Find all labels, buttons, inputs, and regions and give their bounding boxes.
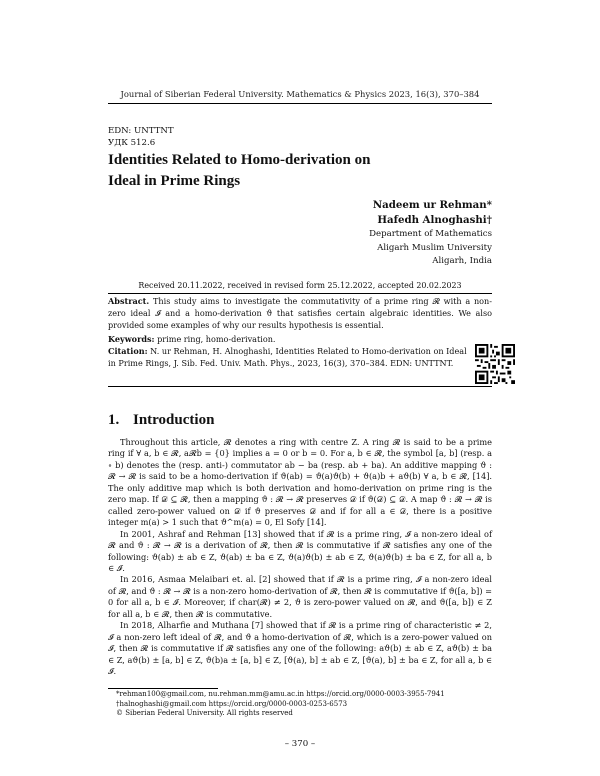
paragraph: In 2001, Ashraf and Rehman [13] showed that if 𝓡 is a prime ring, 𝓘 a non-zero ideal of 𝓡 and ϑ : 𝓡 → 𝓡 is a derivation of 𝓡, then 𝓡 is commutative if 𝓡 satisfies any one of the following: ϑ(ab) ± ab ∈ Z, ϑ(ab) ± ba ∈ Z, ϑ(a)ϑ(b) ± ab ∈ Z, ϑ(a)ϑ(b) ± ba ∈ Z, for all a, b ∈ 𝓘.: [108, 528, 492, 573]
qr-code-image: [475, 344, 515, 384]
footnotes: [108, 690, 492, 719]
abstract-text: This study aims to investigate the commutativity of a prime ring 𝓡 with a non-zero ideal 𝓘 and a homo-derivation ϑ that satisfies certain algebraic identities. We also provided some examples of why our results hypothesis is essential.: [108, 296, 493, 330]
citation-label: Citation:: [108, 346, 148, 356]
abstract: [108, 296, 492, 331]
header-rule: [108, 103, 492, 104]
received-dates: Received 20.11.2022, received in revised form 25.12.2022, accepted 20.02.2023: [138, 281, 462, 290]
abstract-label: Abstract.: [108, 296, 150, 306]
footnote: †halnoghashi@gmail.com https://orcid.org/0000-0003-0253-6573: [116, 699, 348, 708]
paragraph: In 2018, Alharfie and Muthana [7] showed that if 𝓡 is a prime ring of characteristic ≠ 2, 𝓘 a non-zero left ideal of 𝓡, and ϑ a homo-derivation of 𝓡, which is a zero-power valued on 𝓘, then 𝓡 is commutative if 𝓡 satisfies any one of the following: aϑ(b) ± ab ∈ Z, aϑ(b) ± ba ∈ Z, aϑ(b) ± [a, b] ∈ Z, ϑ(b)a ± [a, b] ∈ Z, [ϑ(a), b] ± ab ∈ Z, [ϑ(a), b] ± ba ∈ Z, for all a, b ∈ 𝓘.: [108, 620, 492, 677]
keywords-label: Keywords:: [108, 334, 155, 344]
abstract-top-rule: [108, 293, 492, 294]
author-block: [369, 198, 492, 269]
city: Aligarh, India: [432, 256, 492, 266]
paragraph: Throughout this article, 𝓡 denotes a ring with centre Z. A ring 𝓡 is said to be a prime ring if ∀ a, b ∈ 𝓡, a𝓡b = {0} implies a = 0 or b = 0. For a, b ∈ 𝓡, the symbol [a, b] (resp. a ∘ b) denotes the (resp. anti-) commutator ab − ba (resp. ab + ba). An additive mapping ϑ : 𝓡 → 𝓡 is said to be a homo-derivation if ϑ(ab) = ϑ(a)ϑ(b) + ϑ(a)b + aϑ(b) ∀ a, b ∈ 𝓡, [14]. The only additive map which is both derivation and homo-derivation on prime ring is the zero map. If 𝒟 ⊆ 𝓡, then a mapping ϑ : 𝓡 → 𝓡 preserves 𝒟 if ϑ(𝒟) ⊆ 𝒟. A map ϑ : 𝓡 → 𝓡 is called zero-power valued on 𝒟 if ϑ preserves 𝒟 and if for all a ∈ 𝒟, there is a positive integer m(a) > 1 such that ϑ^m(a) = 0, El Sofy [14].: [108, 437, 492, 528]
journal-header: Journal of Siberian Federal University. Mathematics & Physics 2023, 16(3), 370–384: [120, 89, 480, 99]
author-1: Nadeem ur Rehman*: [372, 199, 492, 211]
citation: [108, 346, 468, 370]
citation-text: N. ur Rehman, H. Alnoghashi, Identities Related to Homo-derivation on Ideal in Prime Rings, J. Sib. Fed. Univ. Math. Phys., 2023, 16(3), 370–384. EDN: UNTTNT.: [108, 346, 467, 368]
udk-code: УДК 512.6: [108, 138, 156, 148]
footnote: *rehman100@gmail.com, nu.rehman.mm@amu.ac.in https://orcid.org/0000-0003-3955-7941: [116, 690, 445, 698]
abstract-bottom-rule: [108, 386, 492, 387]
author-2: Hafedh Alnoghashi†: [377, 214, 492, 226]
page-number: – 370 –: [284, 739, 316, 749]
footnote-rule: [108, 688, 218, 689]
body-text: [108, 437, 492, 678]
department: Department of Mathematics: [369, 229, 492, 239]
keywords: [108, 334, 492, 346]
paper-title: Identities Related to Homo-derivation on Ideal in Prime Rings: [108, 152, 371, 189]
university: Aligarh Muslim University: [377, 242, 492, 253]
section-title: Introduction: [133, 412, 215, 428]
section-heading: [108, 412, 214, 429]
edn-code: EDN: UNTTNT: [108, 126, 174, 136]
paragraph: In 2016, Asmaa Melaibari et. al. [2] showed that if 𝓡 is a prime ring, 𝓘 a non-zero ideal of 𝓡, and ϑ : 𝓡 → 𝓡 is a non-zero homo-derivation of 𝓡, then 𝓡 is commutative if ϑ([a, b]) = 0 for all a, b ∈ 𝓘. Moreover, if char(𝓡) ≠ 2, ϑ is zero-power valued on 𝓡, and ϑ([a, b]) ∈ Z for all a, b ∈ 𝓡, then 𝓡 is commutative.: [108, 574, 492, 619]
footnote: © Siberian Federal University. All rights reserved: [116, 709, 293, 718]
section-number: 1.: [108, 412, 120, 428]
keywords-text: prime ring, homo-derivation.: [157, 334, 276, 344]
